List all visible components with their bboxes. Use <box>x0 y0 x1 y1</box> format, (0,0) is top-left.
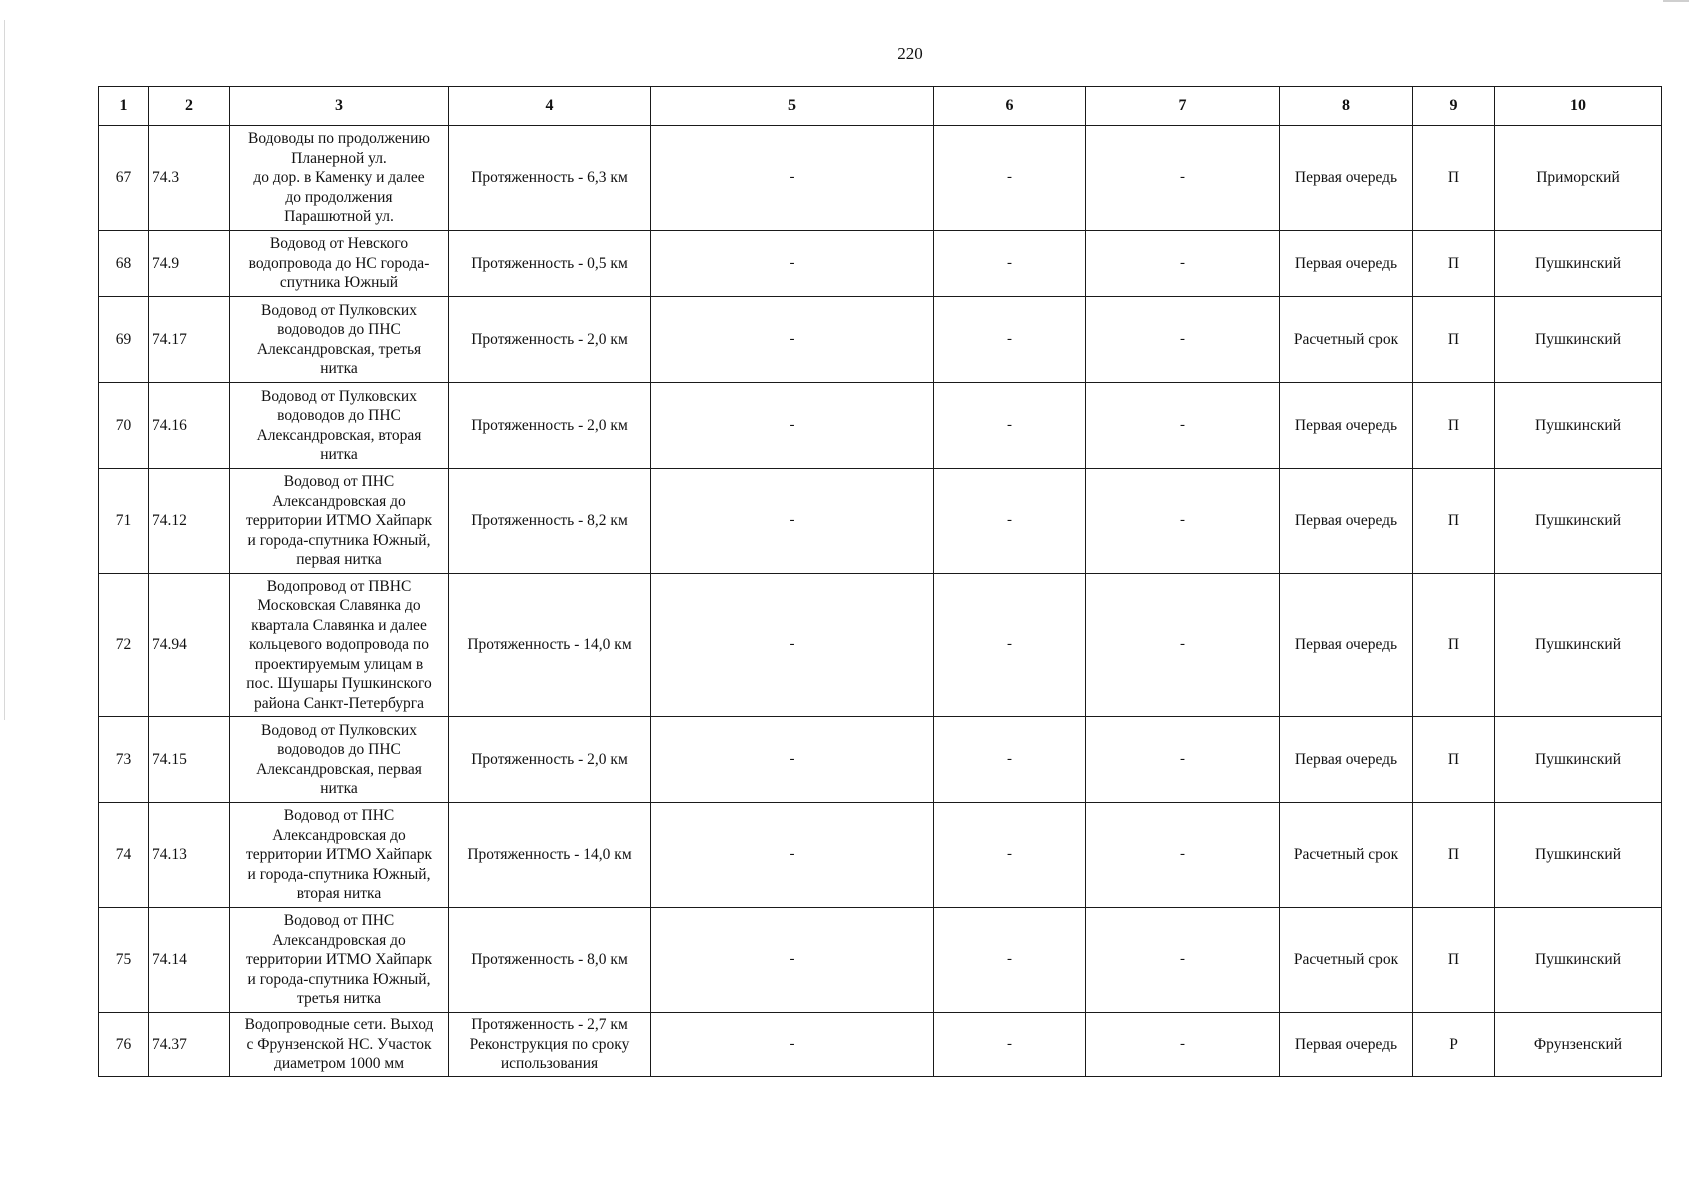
object-name-cell-line: водоводов до ПНС <box>277 321 401 338</box>
object-name-cell-line: и города-спутника Южный, <box>247 970 431 988</box>
header-cell-5: 5 <box>651 87 934 126</box>
column-5-cell: - <box>651 231 934 297</box>
column-7-cell: - <box>1086 908 1280 1013</box>
object-name-cell <box>230 469 449 574</box>
column-6-cell: - <box>934 297 1086 383</box>
row-number-cell: 76 <box>99 1013 149 1077</box>
header-cell-1: 1 <box>99 87 149 126</box>
object-name-cell-line: диаметром 1000 мм <box>273 1055 405 1073</box>
column-5-cell: - <box>651 574 934 717</box>
parameters-cell <box>449 383 651 469</box>
page-number: 220 <box>897 44 923 63</box>
object-code-cell: 74.3 <box>149 126 230 231</box>
column-7-cell: - <box>1086 383 1280 469</box>
object-name-cell-line: Александровская, вторая <box>256 426 422 444</box>
object-name-cell-line: проектируемым улицам в <box>254 655 424 673</box>
work-type-cell: П <box>1413 383 1495 469</box>
object-name-cell <box>230 383 449 469</box>
table-row <box>99 297 1662 383</box>
district-cell: Пушкинский <box>1495 908 1662 1013</box>
column-6-cell: - <box>934 231 1086 297</box>
parameters-cell-line: Протяженность - 8,0 км <box>471 951 628 969</box>
object-name-cell-line: с Фрунзенской НС. Участок <box>246 1035 432 1053</box>
parameters-cell-line: Реконструкция по сроку <box>469 1035 630 1053</box>
water-pipeline-table <box>98 86 1662 1077</box>
object-code-cell: 74.15 <box>149 717 230 803</box>
column-7-cell: - <box>1086 717 1280 803</box>
object-name-cell <box>230 231 449 297</box>
object-code-cell: 74.9 <box>149 231 230 297</box>
stage-cell: Первая очередь <box>1280 126 1413 231</box>
object-name-cell-line: водопровода до НС города- <box>248 254 430 272</box>
object-name-cell-line: Александровская до <box>272 492 406 510</box>
object-code-cell: 74.16 <box>149 383 230 469</box>
column-6-cell: - <box>934 908 1086 1013</box>
column-6-cell: - <box>934 383 1086 469</box>
object-code-cell: 74.37 <box>149 1013 230 1077</box>
stage-cell: Первая очередь <box>1280 383 1413 469</box>
district-cell: Пушкинский <box>1495 383 1662 469</box>
object-name-cell-line: нитка <box>320 780 358 797</box>
header-cell-2: 2 <box>149 87 230 126</box>
work-type-cell: П <box>1413 574 1495 717</box>
parameters-cell <box>449 574 651 717</box>
object-name-cell-line: Александровская, первая <box>256 760 422 778</box>
object-name-cell <box>230 803 449 908</box>
object-name-cell-line: территории ИТМО Хайпарк <box>245 512 433 530</box>
table-body <box>99 126 1662 1077</box>
parameters-cell-line: Протяженность - 0,5 км <box>471 254 628 272</box>
scan-edge-line <box>4 20 5 720</box>
work-type-cell: П <box>1413 803 1495 908</box>
object-name-cell <box>230 574 449 717</box>
header-cell-3: 3 <box>230 87 449 126</box>
object-name-cell-line: Водовод от Пулковских <box>261 301 417 319</box>
header-cell-7: 7 <box>1086 87 1280 126</box>
district-cell: Пушкинский <box>1495 469 1662 574</box>
object-name-cell-line: и города-спутника Южный, <box>247 865 431 883</box>
object-name-cell-line: спутника Южный <box>279 274 399 292</box>
table-row <box>99 717 1662 803</box>
parameters-cell-line: Протяженность - 2,7 км <box>471 1016 628 1034</box>
header-cell-4: 4 <box>449 87 651 126</box>
row-number-cell: 71 <box>99 469 149 574</box>
row-number-cell: 75 <box>99 908 149 1013</box>
stage-cell: Первая очередь <box>1280 469 1413 574</box>
column-7-cell: - <box>1086 126 1280 231</box>
object-name-cell-line: нитка <box>320 360 358 377</box>
work-type-cell: П <box>1413 126 1495 231</box>
object-name-cell <box>230 1013 449 1077</box>
work-type-cell: П <box>1413 908 1495 1013</box>
column-5-cell: - <box>651 1013 934 1077</box>
column-5-cell: - <box>651 297 934 383</box>
table-row <box>99 469 1662 574</box>
row-number-cell: 72 <box>99 574 149 717</box>
object-name-cell-line: района Санкт-Петербурга <box>253 694 424 712</box>
district-cell: Приморский <box>1495 126 1662 231</box>
column-7-cell: - <box>1086 469 1280 574</box>
district-cell: Фрунзенский <box>1495 1013 1662 1077</box>
header-row <box>99 87 1662 126</box>
parameters-cell <box>449 803 651 908</box>
row-number-cell: 70 <box>99 383 149 469</box>
parameters-cell-line: Протяженность - 8,2 км <box>471 512 628 530</box>
object-name-cell-line: квартала Славянка и далее <box>251 616 427 634</box>
district-cell: Пушкинский <box>1495 717 1662 803</box>
object-name-cell-line: Водовод от Невского <box>269 235 409 253</box>
object-name-cell-line: Водоводы по продолжению <box>248 130 430 148</box>
object-name-cell-line: Парашютной ул. <box>284 208 394 226</box>
object-name-cell-line: третья нитка <box>297 990 381 1008</box>
column-7-cell: - <box>1086 1013 1280 1077</box>
object-name-cell-line: Водовод от Пулковских <box>261 721 417 739</box>
table-row <box>99 1013 1662 1077</box>
object-name-cell <box>230 717 449 803</box>
object-name-cell <box>230 126 449 231</box>
object-name-cell-line: Водовод от ПНС <box>283 912 395 930</box>
object-name-cell <box>230 908 449 1013</box>
object-name-cell-line: территории ИТМО Хайпарк <box>245 846 433 864</box>
work-type-cell: П <box>1413 717 1495 803</box>
object-name-cell-line: Водовод от ПНС <box>283 807 395 825</box>
object-name-cell <box>230 297 449 383</box>
scan-corner-mark <box>1663 0 1689 2</box>
table-row <box>99 803 1662 908</box>
column-5-cell: - <box>651 717 934 803</box>
column-7-cell: - <box>1086 803 1280 908</box>
object-name-cell-line: водоводов до ПНС <box>277 407 401 424</box>
table-row <box>99 908 1662 1013</box>
parameters-cell-line: Протяженность - 2,0 км <box>471 750 628 768</box>
object-name-cell-line: кольцевого водопровода по <box>249 636 429 654</box>
column-7-cell: - <box>1086 297 1280 383</box>
table-row <box>99 383 1662 469</box>
header-cell-6: 6 <box>934 87 1086 126</box>
parameters-cell <box>449 908 651 1013</box>
object-code-cell: 74.14 <box>149 908 230 1013</box>
object-name-cell-line: Александровская до <box>272 826 406 844</box>
stage-cell: Первая очередь <box>1280 574 1413 717</box>
work-type-cell: П <box>1413 297 1495 383</box>
header-cell-9: 9 <box>1413 87 1495 126</box>
column-5-cell: - <box>651 383 934 469</box>
table-row <box>99 126 1662 231</box>
object-name-cell-line: нитка <box>320 446 358 463</box>
object-name-cell-line: водоводов до ПНС <box>277 741 401 758</box>
parameters-cell <box>449 717 651 803</box>
parameters-cell-line: использования <box>500 1055 599 1073</box>
column-6-cell: - <box>934 469 1086 574</box>
object-name-cell-line: Водовод от Пулковских <box>261 387 417 405</box>
work-type-cell: П <box>1413 469 1495 574</box>
row-number-cell: 74 <box>99 803 149 908</box>
district-cell: Пушкинский <box>1495 297 1662 383</box>
object-name-cell-line: до дор. в Каменку и далее <box>253 169 425 187</box>
parameters-cell-line: Протяженность - 2,0 км <box>471 330 628 348</box>
column-6-cell: - <box>934 126 1086 231</box>
parameters-cell-line: Протяженность - 2,0 км <box>471 416 628 434</box>
object-code-cell: 74.12 <box>149 469 230 574</box>
column-5-cell: - <box>651 126 934 231</box>
column-7-cell: - <box>1086 574 1280 717</box>
column-5-cell: - <box>651 469 934 574</box>
parameters-cell <box>449 1013 651 1077</box>
column-6-cell: - <box>934 717 1086 803</box>
object-name-cell-line: вторая нитка <box>296 885 382 903</box>
parameters-cell <box>449 297 651 383</box>
column-7-cell: - <box>1086 231 1280 297</box>
work-type-cell: П <box>1413 231 1495 297</box>
stage-cell: Расчетный срок <box>1280 908 1413 1013</box>
object-name-cell-line: Московская Славянка до <box>257 597 421 615</box>
object-name-cell-line: и города-спутника Южный, <box>247 531 431 549</box>
stage-cell: Первая очередь <box>1280 717 1413 803</box>
object-code-cell: 74.13 <box>149 803 230 908</box>
object-name-cell-line: пос. Шушары Пушкинского <box>246 675 432 693</box>
parameters-cell-line: Протяженность - 14,0 км <box>467 636 632 654</box>
district-cell: Пушкинский <box>1495 231 1662 297</box>
object-name-cell-line: Александровская, третья <box>256 340 422 358</box>
column-5-cell: - <box>651 803 934 908</box>
stage-cell: Расчетный срок <box>1280 803 1413 908</box>
column-6-cell: - <box>934 803 1086 908</box>
object-name-cell-line: Водопровод от ПВНС <box>266 577 412 595</box>
header-cell-8: 8 <box>1280 87 1413 126</box>
object-code-cell: 74.17 <box>149 297 230 383</box>
table-header <box>99 87 1662 126</box>
column-6-cell: - <box>934 574 1086 717</box>
parameters-cell <box>449 469 651 574</box>
stage-cell: Первая очередь <box>1280 231 1413 297</box>
stage-cell: Расчетный срок <box>1280 297 1413 383</box>
object-name-cell-line: Водопроводные сети. Выход <box>244 1016 434 1034</box>
row-number-cell: 73 <box>99 717 149 803</box>
district-cell: Пушкинский <box>1495 803 1662 908</box>
district-cell: Пушкинский <box>1495 574 1662 717</box>
table-row <box>99 231 1662 297</box>
row-number-cell: 67 <box>99 126 149 231</box>
object-name-cell-line: первая нитка <box>296 551 382 569</box>
object-name-cell-line: Водовод от ПНС <box>283 473 395 491</box>
object-name-cell-line: территории ИТМО Хайпарк <box>245 951 433 969</box>
parameters-cell <box>449 231 651 297</box>
object-code-cell: 74.94 <box>149 574 230 717</box>
parameters-cell-line: Протяженность - 14,0 км <box>467 846 632 864</box>
row-number-cell: 69 <box>99 297 149 383</box>
header-cell-10: 10 <box>1495 87 1662 126</box>
object-name-cell-line: Александровская до <box>272 931 406 949</box>
object-name-cell-line: до продолжения <box>285 188 393 206</box>
object-name-cell-line: Планерной ул. <box>291 149 387 167</box>
column-5-cell: - <box>651 908 934 1013</box>
stage-cell: Первая очередь <box>1280 1013 1413 1077</box>
document-sheet <box>98 86 1661 1077</box>
row-number-cell: 68 <box>99 231 149 297</box>
table-row <box>99 574 1662 717</box>
column-6-cell: - <box>934 1013 1086 1077</box>
work-type-cell: Р <box>1413 1013 1495 1077</box>
parameters-cell-line: Протяженность - 6,3 км <box>471 169 628 187</box>
parameters-cell <box>449 126 651 231</box>
